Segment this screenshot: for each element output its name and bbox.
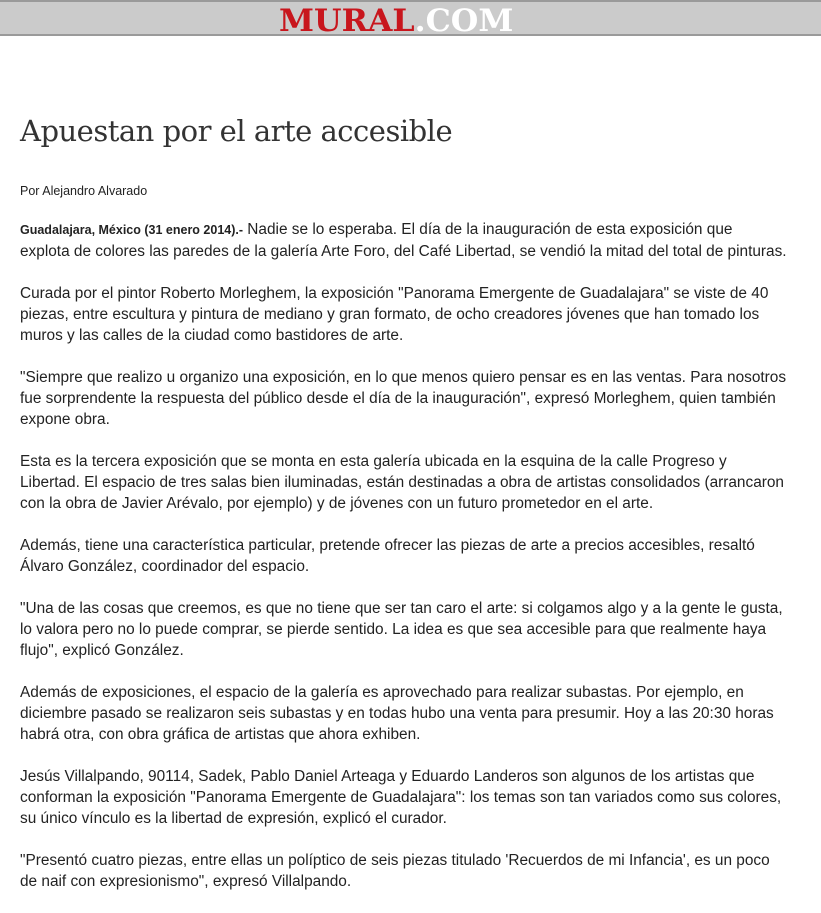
article-paragraph: Jesús Villalpando, 90114, Sadek, Pablo Daniel Arteaga y Eduardo Landeros son algunos de los artistas que conforman la exposición "Panorama Emergente de Guadalajara": los temas son tan variados como sus colores, su único vínculo es la libertad de expresión, explicó el curador. xyxy=(20,768,782,827)
article-paragraph: Además de exposiciones, el espacio de la galería es aprovechado para realizar subastas. Por ejemplo, en diciembre pasado se realizaron seis subastas y en todas hubo una venta para presumir. Hoy a las 20:30 horas habrá otra, con obra gráfica de artistas que ahora exhiben. xyxy=(20,684,774,743)
logo-tld-text: .COM xyxy=(414,3,514,39)
article-paragraph: Esta es la tercera exposición que se monta en esta galería ubicada en la esquina de la calle Progreso y Libertad. El espacio de tres salas bien iluminadas, están destinadas a obra de artistas consolidados (arrancaron con la obra de Javier Arévalo, por ejemplo) y de jóvenes con un futuro prometedor en el arte. xyxy=(20,453,784,512)
site-header xyxy=(0,0,821,39)
article-body xyxy=(20,219,810,913)
dateline: Guadalajara, México (31 enero 2014).- xyxy=(20,223,244,237)
article-paragraph: "Siempre que realizo u organizo una exposición, en lo que menos quiero pensar es en las ventas. Para nosotros fue sorprendente la respuesta del público desde el día de la inauguración", expresó Morleghem, quien también expone obra. xyxy=(20,369,787,428)
article-paragraph: "Presentó cuatro piezas, entre ellas un políptico de seis piezas titulado 'Recuerdos de mi Infancia', es un poco de naif con expresionismo", expresó Villalpando. xyxy=(20,852,770,890)
site-logo[interactable] xyxy=(279,5,513,37)
article-title: Apuestan por el arte accesible xyxy=(20,114,453,148)
article-byline: Por Alejandro Alvarado xyxy=(20,184,148,198)
lead-paragraph xyxy=(20,219,810,262)
article-paragraph: Curada por el pintor Roberto Morleghem, la exposición "Panorama Emergente de Guadalajara" se viste de 40 piezas, entre escultura y pintura de mediano y gran formato, de ocho creadores jóvenes que han tomado los muros y las calles de la ciudad como bastidores de arte. xyxy=(20,285,769,344)
article-paragraph: "Una de las cosas que creemos, es que no tiene que ser tan caro el arte: si colgamos algo y a la gente le gusta, lo valora pero no lo puede comprar, se pierde sentido. La idea es que sea accesible para que realmente haya flujo", explicó González. xyxy=(20,600,783,659)
logo-brand-text: MURAL xyxy=(279,3,415,39)
article-paragraph: Además, tiene una característica particular, pretende ofrecer las piezas de arte a precios accesibles, resaltó Álvaro González, coordinador del espacio. xyxy=(20,537,755,575)
lead-text: Nadie se lo esperaba. El día de la inauguración de esta exposición que explota de colores las paredes de la galería Arte Foro, del Café Libertad, se vendió la mitad del total de pinturas. xyxy=(20,221,787,260)
